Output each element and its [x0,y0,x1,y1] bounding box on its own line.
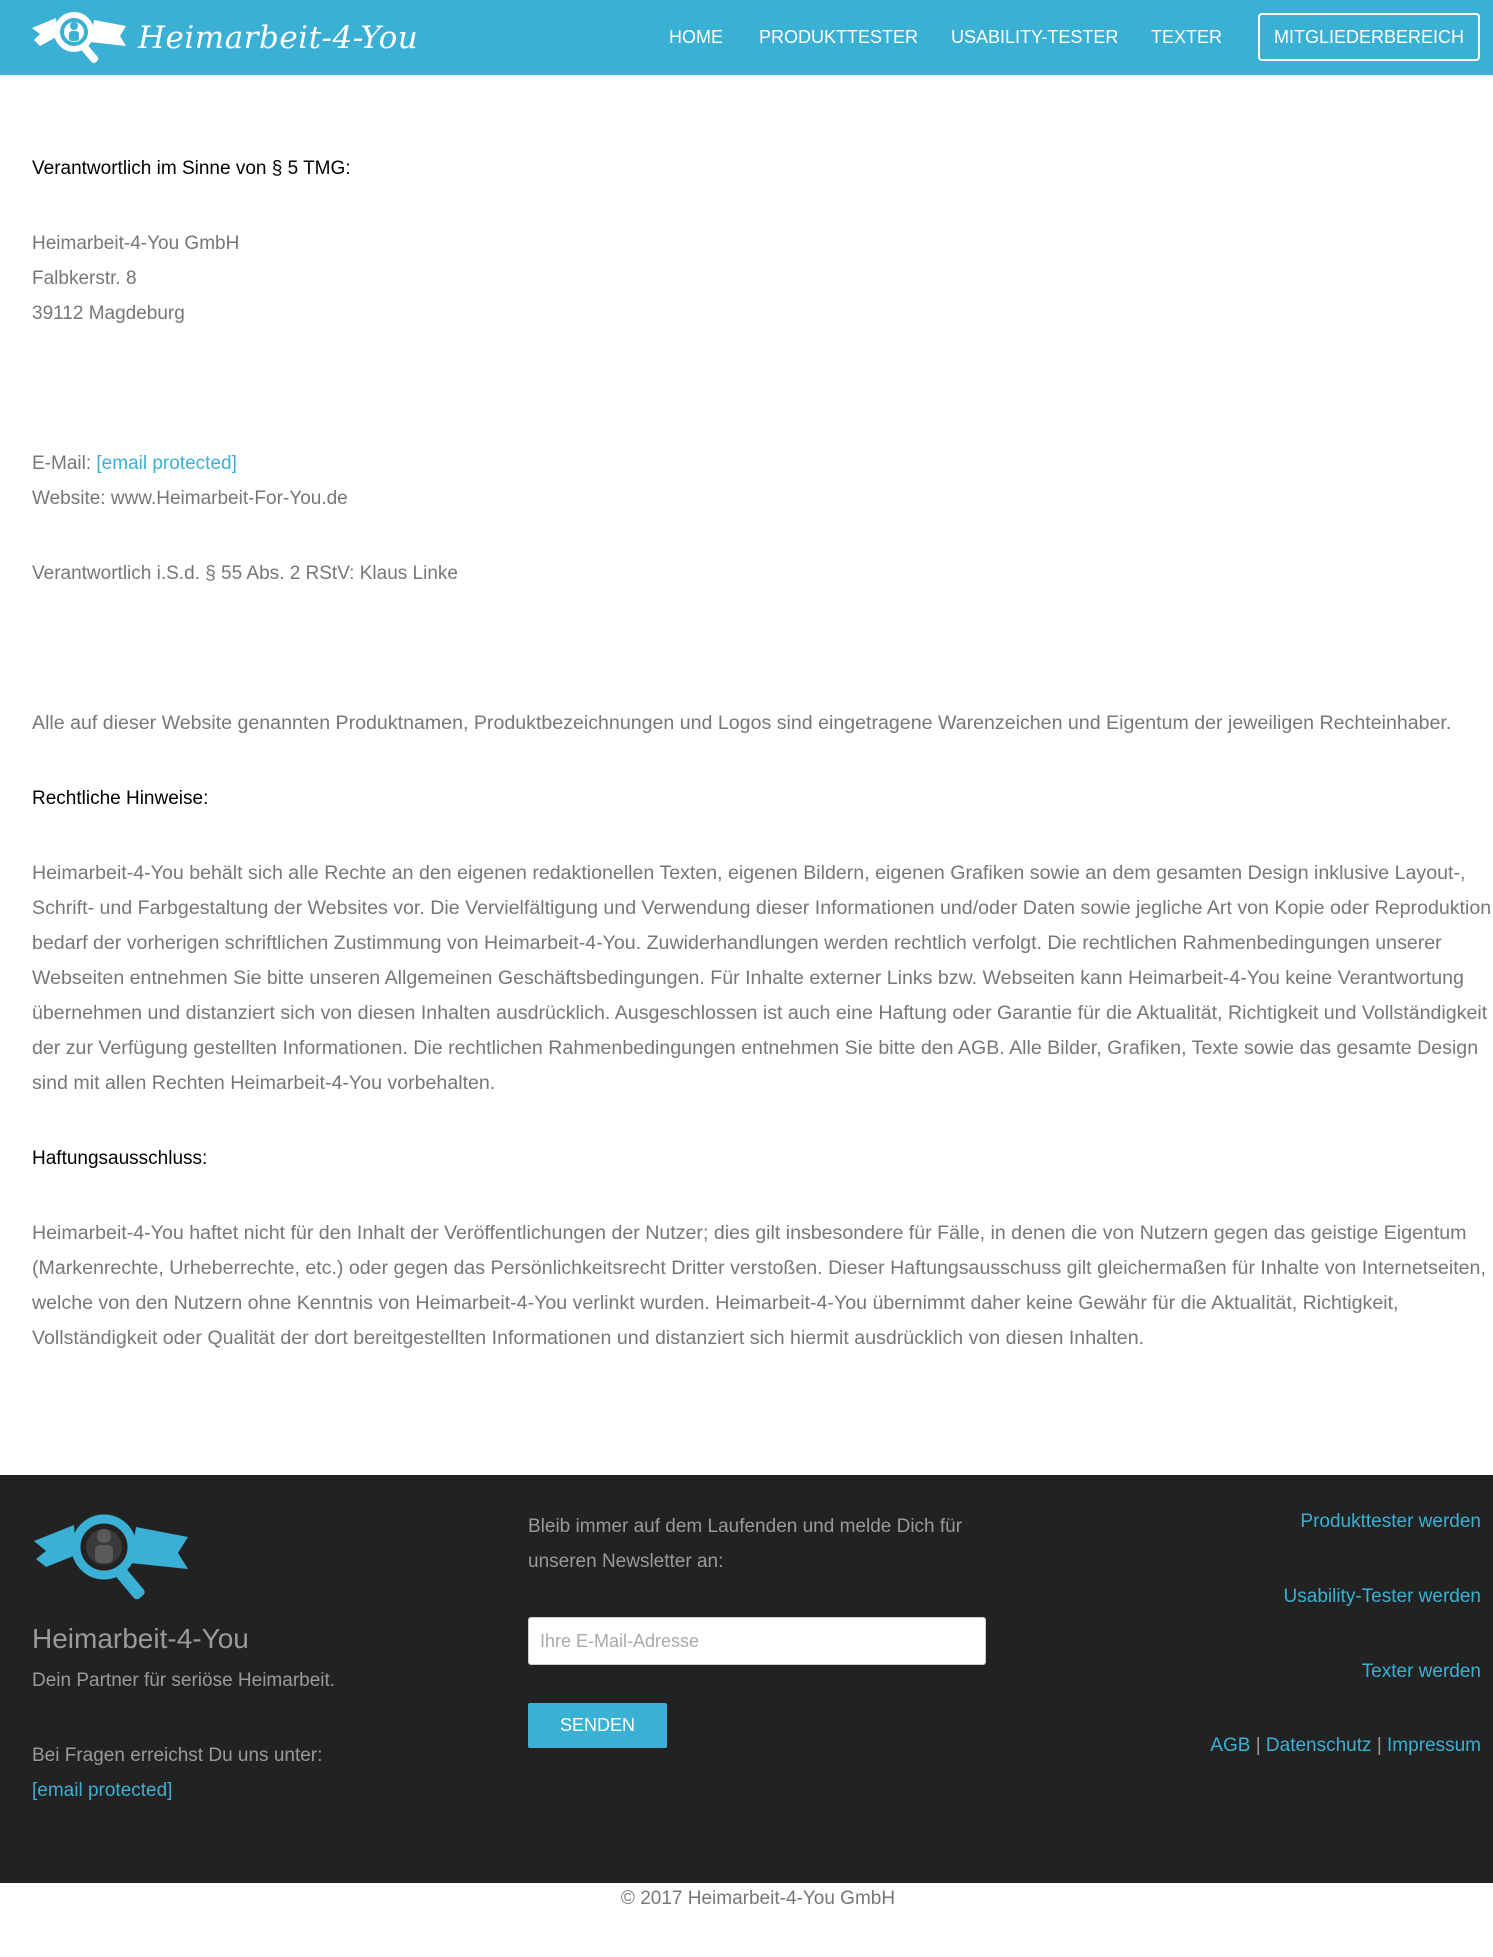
footer-link-datenschutz[interactable]: Datenschutz [1265,1735,1372,1756]
company-name: Heimarbeit-4-You GmbH [32,233,240,254]
legal-heading: Rechtliche Hinweise: [32,788,209,809]
website-row: Website: www.Heimarbeit-For-You.de [32,488,348,509]
trademark-notice: Alle auf dieser Website genannten Produktnamen, Produktbezeichnungen und Logos sind eingetragene Warenzeichen und Eigentum der jeweiligen Rechteinhaber. [32,712,1452,734]
footer-tagline: Dein Partner für seriöse Heimarbeit. [32,1670,336,1691]
footer-brand: Heimarbeit-4-You [32,1623,249,1654]
tmg-heading: Verantwortlich im Sinne von § 5 TMG: [32,158,351,179]
main-nav [0,0,1493,75]
company-city: 39112 Magdeburg [32,303,185,324]
footer-link-agb[interactable]: AGB [1210,1735,1251,1756]
site-footer [0,1475,1493,1883]
separator: | [1376,1735,1382,1756]
legal-text: Heimarbeit-4-You behält sich alle Rechte an den eigenen redaktionellen Texten, eigenen Bildern, eigenen Grafiken sowie an dem gesamten Design inklusive Layout-, Schrift- und Farbgestaltung der Websites vor. Die Vervielfältigung und Verwendung dieser Informationen und/oder Daten sowie jegliche Art von Kopie oder Reproduktion bedarf der vorherigen schriftlichen Zustimmung von Heimarbeit-4-You. Zuwiderhandlungen werden rechtlich verfolgt. Die rechtlichen Rahmenbedingungen unserer Webseiten entnehmen Sie bitte unseren Allgemeinen Geschäftsbedingungen. Für Inhalte externer Links bzw. Webseiten kann Heimarbeit-4-You keine Verantwortung übernehmen und distanziert sich von diesen Inhalten ausdrücklich. Ausgeschlossen ist auch eine Haftung oder Garantie für die Aktualität, Richtigkeit und Vollständigkeit der zur Verfügung gestellten Informationen. Die rechtlichen Rahmenbedingungen entnehmen Sie bitte den AGB. Alle Bilder, Grafiken, Texte sowie das gesamte Design sind mit allen Rechten Heimarbeit-4-You vorbehalten. [32,862,1492,1094]
copyright: © 2017 Heimarbeit-4-You GmbH [620,1888,896,1909]
nav-texter[interactable]: TEXTER [1151,27,1223,47]
rstv-responsible: Verantwortlich i.S.d. § 55 Abs. 2 RStV: Klaus Linke [32,563,458,584]
nav-produkttester[interactable]: PRODUKTTESTER [759,27,919,47]
footer-link-usability[interactable]: Usability-Tester werden [1283,1586,1481,1607]
newsletter-submit-button[interactable]: SENDEN [528,1703,667,1748]
email-link[interactable]: [email protected] [96,453,237,474]
brand-name: Heimarbeit-4-You [138,20,419,56]
footer-legal-links [1210,1735,1481,1757]
nav-usability-tester[interactable]: USABILITY-TESTER [951,27,1119,47]
separator: | [1255,1735,1261,1756]
company-street: Falbkerstr. 8 [32,268,137,289]
site-header [0,0,1493,75]
footer-questions: Bei Fragen erreichst Du uns unter: [32,1745,323,1766]
nav-home[interactable]: HOME [669,27,723,47]
newsletter-email-input[interactable] [528,1617,986,1665]
footer-link-impressum[interactable]: Impressum [1387,1735,1481,1756]
footer-link-produkttester[interactable]: Produkttester werden [1300,1511,1481,1532]
members-area-button[interactable]: MITGLIEDERBEREICH [1258,13,1480,61]
email-row [32,446,237,481]
liability-text: Heimarbeit-4-You haftet nicht für den Inhalt der Veröffentlichungen der Nutzer; dies gilt insbesondere für Fälle, in denen die von Nutzern gegen das geistige Eigentum (Markenrechte, Urheberrechte, etc.) oder gegen das Persönlichkeitsrecht Dritter verstoßen. Dieser Haftungsausschuss gilt gleichermaßen für Inhalte von Internetseiten, welche von den Nutzern ohne Kenntnis von Heimarbeit-4-You verlinkt wurden. Heimarbeit-4-You übernimmt daher keine Gewähr für die Aktualität, Richtigkeit, Vollständigkeit oder Qualität der dort bereitgestellten Informationen und distanziert sich hiermit ausdrücklich von diesen Inhalten. [32,1222,1486,1349]
magnifier-logo-icon [32,1505,192,1601]
liability-heading: Haftungsausschluss: [32,1148,208,1169]
newsletter-text: Bleib immer auf dem Laufenden und melde Dich für unseren Newsletter an: [528,1516,963,1572]
footer-email-link[interactable]: [email protected] [32,1780,173,1801]
footer-link-texter[interactable]: Texter werden [1361,1661,1481,1682]
email-label: E-Mail: [32,453,97,474]
